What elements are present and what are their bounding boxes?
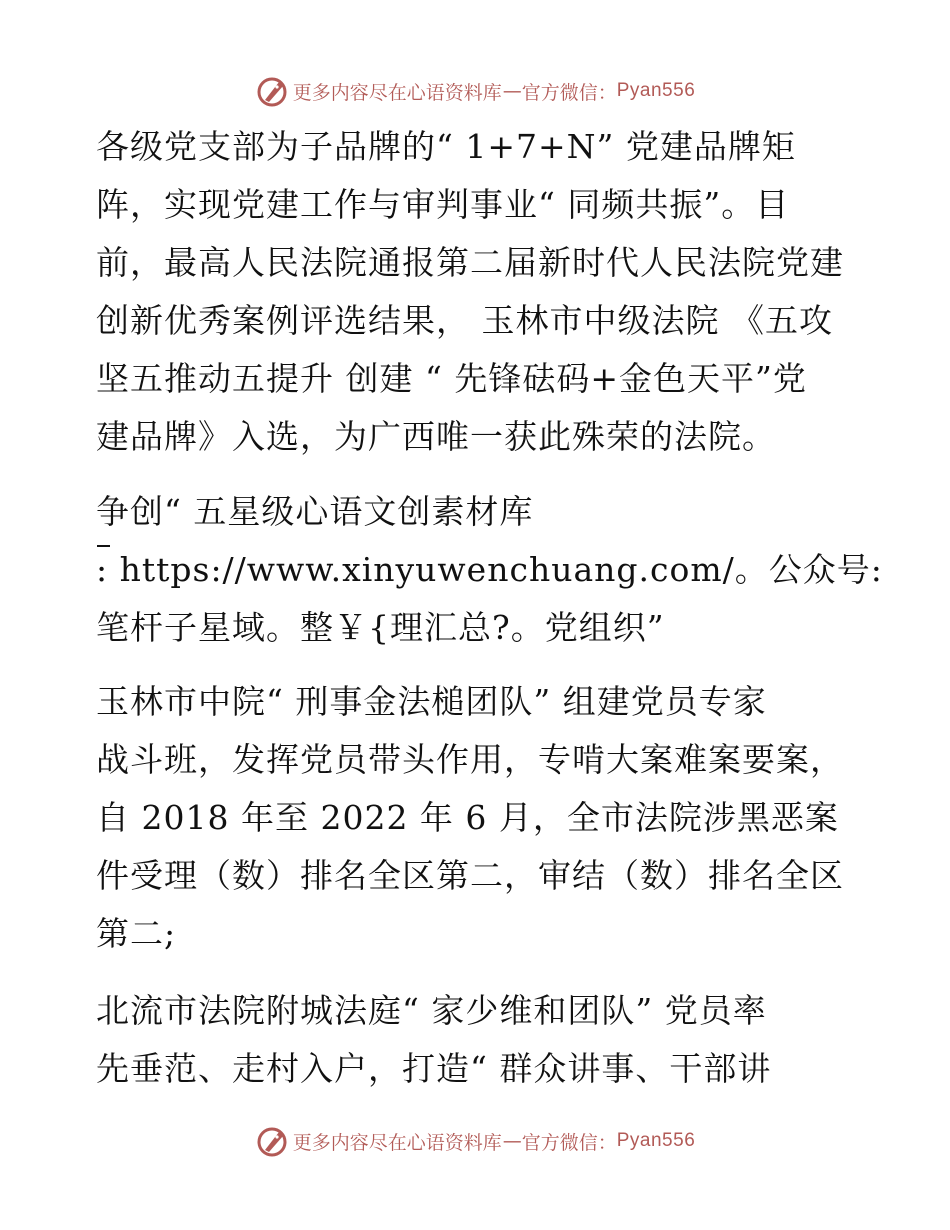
- header-banner: [0, 74, 950, 108]
- text-line: : https://www.xinyuwenchuang.com/。公众号:: [96, 550, 883, 589]
- text-line: 笔杆子星域。整￥{理汇总?。党组织”: [96, 608, 665, 647]
- paragraph-4: [96, 982, 856, 1098]
- banner-contact-label: 官方微信：: [521, 1131, 617, 1154]
- paragraph-2: [96, 483, 883, 657]
- pen-logo-icon: [255, 1124, 289, 1158]
- text-line: 坚五推动五提升 创建 “ 先锋砝码+金色天平”党: [96, 359, 807, 398]
- text-line: 战斗班，发挥党员带头作用，专啃大案难案要案，: [96, 740, 844, 779]
- text-line: 先垂范、走村入户，打造“ 群众讲事、干部讲: [96, 1049, 772, 1088]
- banner-contact-id: Pyan556: [616, 1130, 696, 1151]
- text-line: 第二;: [96, 914, 177, 953]
- text-line: 前，最高人民法院通报第二届新时代人民法院党建: [96, 243, 844, 282]
- text-line: 件受理（数）排名全区第二，审结（数）排名全区: [96, 856, 844, 895]
- banner-text: 更多内容尽在心语资料库: [292, 81, 502, 104]
- text-line: 争创“ 五星级心语文创素材库: [96, 492, 534, 531]
- text-line: 北流市法院附城法庭“ 家少维和团队” 党员率: [96, 991, 767, 1030]
- banner-contact-label: 官方微信：: [521, 81, 617, 104]
- text-line: 创新优秀案例评选结果， 玉林市中级法院 《五攻: [96, 301, 833, 340]
- banner-dash: —: [502, 1130, 521, 1152]
- text-line: 阵，实现党建工作与审判事业“ 同频共振”。目: [96, 185, 790, 224]
- text-line: 各级党支部为子品牌的“ 1+7+N” 党建品牌矩: [96, 127, 796, 166]
- text-line: 玉林市中院“ 刑事金法槌团队” 组建党员专家: [96, 682, 767, 721]
- overbar-mark: [97, 545, 110, 547]
- pen-logo-icon: [255, 74, 289, 108]
- paragraph-1: [96, 118, 856, 466]
- banner-contact-id: Pyan556: [616, 80, 696, 101]
- text-line: 建品牌》入选，为广西唯一获此殊荣的法院。: [96, 417, 776, 456]
- text-line: 自 2018 年至 2022 年 6 月，全市法院涉黑恶案: [96, 798, 839, 837]
- footer-banner: [0, 1124, 950, 1158]
- paragraph-3: [96, 673, 856, 963]
- banner-text: 更多内容尽在心语资料库: [292, 1131, 502, 1154]
- banner-dash: —: [502, 80, 521, 102]
